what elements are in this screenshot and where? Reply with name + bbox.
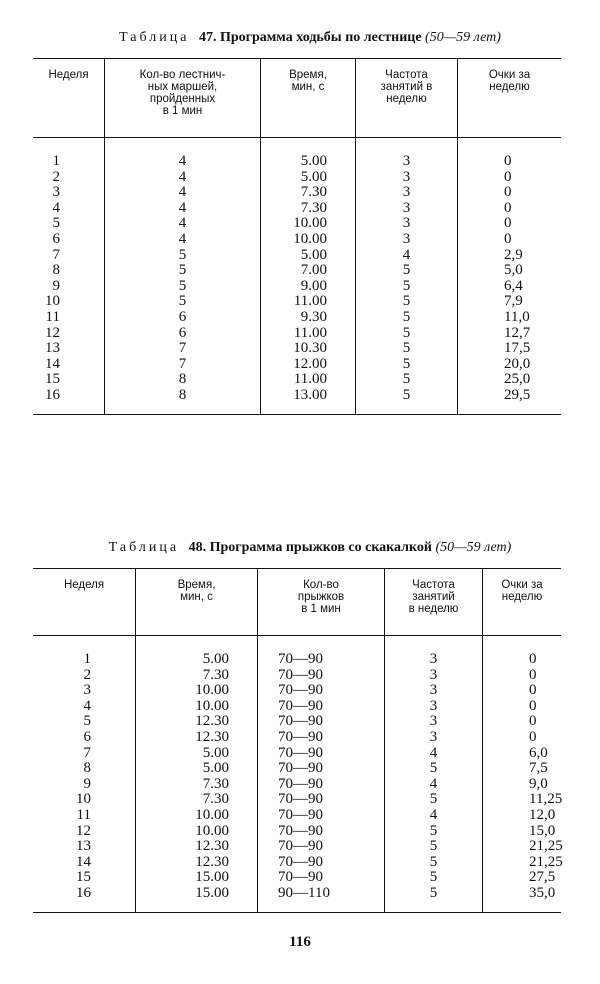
cell-frequency: 4: [429, 806, 438, 823]
cell-frequency: 5: [402, 277, 411, 294]
cell-week: 3: [83, 682, 91, 699]
cell-points: 7,5: [529, 760, 548, 777]
cell-time: 10.00: [195, 682, 229, 699]
cell-time: 9.00: [300, 277, 327, 294]
cell-frequency: 3: [429, 682, 438, 699]
cell-points: 15,0: [529, 822, 556, 839]
cell-points: 0: [529, 697, 537, 714]
table-label: Таблица: [108, 540, 180, 555]
cell-frequency: 5: [402, 371, 411, 388]
cell-time: 12.30: [195, 728, 229, 745]
cell-time: 13.00: [293, 386, 327, 403]
cell-time: 11.00: [293, 324, 327, 341]
cell-points: 5,0: [504, 262, 523, 279]
cell-time: 12.00: [293, 355, 327, 372]
table-header: [33, 59, 561, 138]
cell-jumps: 70—90: [278, 682, 323, 699]
cell-time: 12.30: [195, 838, 229, 855]
cell-week: 5: [52, 215, 60, 232]
cell-week: 4: [83, 697, 91, 714]
header-week: Неделя: [33, 569, 136, 635]
cell-week: 9: [83, 775, 91, 792]
cell-points: 21,25: [529, 853, 563, 870]
cell-jumps: 70—90: [278, 822, 323, 839]
cell-week: 14: [76, 853, 91, 870]
cell-week: 10: [76, 791, 91, 808]
cell-week: 12: [45, 324, 60, 341]
cell-frequency: 4: [402, 246, 411, 263]
column-frequency: [385, 636, 483, 912]
cell-points: 0: [504, 153, 512, 169]
cell-time: 5.00: [300, 246, 327, 263]
cell-flights: 5: [178, 277, 187, 294]
cell-points: 0: [504, 168, 512, 185]
cell-frequency: 3: [402, 215, 411, 232]
cell-jumps: 70—90: [278, 806, 323, 823]
header-points: Очки за неделю: [488, 69, 531, 93]
header-frequency: Частота занятий в неделю: [385, 569, 483, 635]
cell-flights: 5: [178, 293, 187, 310]
table-label: Таблица: [119, 30, 190, 45]
header-frequency: Частота занятий в неделю: [356, 59, 458, 137]
table-number: 48.: [188, 540, 207, 555]
column-week: [33, 138, 105, 414]
cell-week: 16: [45, 386, 60, 403]
cell-week: 15: [45, 371, 60, 388]
cell-week: 6: [52, 230, 60, 247]
column-time: [261, 138, 356, 414]
table-47-caption: [10, 30, 600, 46]
cell-week: 3: [52, 184, 60, 201]
table-body: [33, 138, 561, 414]
cell-week: 8: [83, 760, 91, 777]
cell-week: 16: [76, 884, 91, 901]
cell-frequency: 5: [429, 838, 438, 855]
cell-time: 7.30: [202, 666, 229, 683]
cell-time: 10.00: [293, 215, 327, 232]
cell-flights: 4: [178, 199, 187, 216]
table-47: [33, 58, 561, 415]
cell-time: 10.00: [293, 230, 327, 247]
cell-week: 7: [83, 744, 91, 761]
cell-time: 11.00: [293, 371, 327, 388]
cell-frequency: 5: [429, 869, 438, 886]
cell-week: 2: [83, 666, 91, 683]
column-week: [33, 636, 136, 912]
cell-time: 10.00: [195, 697, 229, 714]
page-number: 116: [289, 934, 311, 950]
cell-time: 7.30: [202, 775, 229, 792]
cell-jumps: 70—90: [278, 838, 323, 855]
cell-frequency: 5: [402, 386, 411, 403]
cell-flights: 8: [178, 386, 187, 403]
cell-points: 0: [504, 230, 512, 247]
cell-week: 11: [45, 308, 60, 325]
cell-jumps: 90—110: [278, 884, 330, 901]
cell-frequency: 5: [402, 355, 411, 372]
cell-points: 20,0: [504, 355, 531, 372]
cell-week: 12: [76, 822, 91, 839]
cell-frequency: 3: [402, 184, 411, 201]
cell-points: 11,25: [529, 791, 563, 808]
cell-time: 11.00: [293, 293, 327, 310]
cell-time: 5.00: [202, 744, 229, 761]
table-body: [33, 636, 561, 912]
cell-points: 0: [504, 215, 512, 232]
cell-points: 35,0: [529, 884, 556, 901]
cell-points: 0: [504, 184, 512, 201]
cell-frequency: 5: [429, 760, 438, 777]
column-jumps: [258, 636, 385, 912]
cell-time: 7.30: [300, 184, 327, 201]
table-48-caption: [10, 540, 600, 556]
cell-flights: 7: [178, 355, 187, 372]
cell-week: 6: [83, 728, 91, 745]
cell-jumps: 70—90: [278, 791, 323, 808]
cell-week: 7: [52, 246, 60, 263]
cell-frequency: 4: [429, 744, 438, 761]
cell-jumps: 70—90: [278, 853, 323, 870]
cell-flights: 4: [178, 168, 187, 185]
cell-week: 13: [76, 838, 91, 855]
cell-points: 11,0: [504, 308, 530, 325]
cell-points: 2,9: [504, 246, 523, 263]
cell-jumps: 70—90: [278, 651, 323, 667]
cell-jumps: 70—90: [278, 666, 323, 683]
table-age-range: (50—59 лет): [435, 540, 512, 555]
cell-frequency: 3: [429, 713, 438, 730]
cell-frequency: 5: [402, 340, 411, 357]
cell-jumps: 70—90: [278, 869, 323, 886]
table-title: Программа ходьбы по лестнице: [219, 30, 422, 45]
cell-time: 15.00: [195, 884, 229, 901]
cell-week: 9: [52, 277, 60, 294]
header-time: Время, мин, с: [261, 59, 356, 137]
cell-flights: 4: [178, 215, 187, 232]
cell-week: 1: [83, 651, 91, 667]
cell-points: 25,0: [504, 371, 531, 388]
cell-flights: 5: [178, 262, 187, 279]
table-age-range: (50—59 лет): [425, 30, 501, 45]
header-time: Время, мин, с: [136, 569, 258, 635]
table-number: 47.: [198, 30, 217, 45]
cell-jumps: 70—90: [278, 744, 323, 761]
cell-frequency: 5: [429, 822, 438, 839]
cell-points: 0: [529, 713, 537, 730]
cell-points: 6,0: [529, 744, 548, 761]
cell-jumps: 70—90: [278, 775, 323, 792]
cell-flights: 5: [178, 246, 187, 263]
cell-time: 5.00: [202, 651, 229, 667]
cell-flights: 7: [178, 340, 187, 357]
table-48: [33, 568, 561, 913]
cell-week: 11: [76, 806, 91, 823]
cell-week: 13: [45, 340, 60, 357]
cell-frequency: 4: [429, 775, 438, 792]
cell-frequency: 5: [429, 884, 438, 901]
header-jumps: Кол-во прыжков в 1 мин: [258, 569, 385, 635]
cell-week: 10: [45, 293, 60, 310]
cell-frequency: 3: [429, 728, 438, 745]
cell-points: 0: [529, 728, 537, 745]
cell-week: 4: [52, 199, 60, 216]
column-points: [458, 138, 561, 414]
cell-time: 12.30: [195, 713, 229, 730]
cell-flights: 8: [178, 371, 187, 388]
cell-frequency: 3: [429, 666, 438, 683]
cell-time: 10.30: [293, 340, 327, 357]
cell-frequency: 5: [402, 308, 411, 325]
cell-time: 10.00: [195, 806, 229, 823]
cell-jumps: 70—90: [278, 760, 323, 777]
cell-flights: 4: [178, 153, 187, 169]
cell-frequency: 5: [402, 262, 411, 279]
cell-frequency: 3: [402, 168, 411, 185]
cell-frequency: 5: [402, 324, 411, 341]
column-flights: [105, 138, 261, 414]
cell-week: 2: [52, 168, 60, 185]
cell-time: 7.00: [300, 262, 327, 279]
cell-flights: 6: [178, 308, 187, 325]
cell-frequency: 3: [429, 651, 438, 667]
column-points: [483, 636, 561, 912]
cell-flights: 4: [178, 184, 187, 201]
cell-frequency: 3: [402, 230, 411, 247]
column-frequency: [356, 138, 458, 414]
cell-points: 0: [529, 682, 537, 699]
cell-points: 27,5: [529, 869, 556, 886]
cell-jumps: 70—90: [278, 697, 323, 714]
cell-points: 7,9: [504, 293, 523, 310]
cell-time: 7.30: [300, 199, 327, 216]
cell-time: 5.00: [300, 168, 327, 185]
cell-points: 21,25: [529, 838, 563, 855]
cell-time: 5.00: [202, 760, 229, 777]
cell-time: 12.30: [195, 853, 229, 870]
cell-points: 9,0: [529, 775, 548, 792]
cell-jumps: 70—90: [278, 713, 323, 730]
cell-points: 6,4: [504, 277, 523, 294]
table-header: [33, 569, 561, 636]
table-title: Программа прыжков со скакалкой: [209, 540, 432, 555]
cell-week: 8: [52, 262, 60, 279]
cell-jumps: 70—90: [278, 728, 323, 745]
header-week: Неделя: [33, 59, 105, 137]
cell-frequency: 5: [429, 853, 438, 870]
cell-time: 15.00: [195, 869, 229, 886]
column-time: [136, 636, 258, 912]
cell-week: 14: [45, 355, 60, 372]
cell-flights: 6: [178, 324, 187, 341]
cell-points: 12,0: [529, 806, 556, 823]
cell-week: 15: [76, 869, 91, 886]
header-points: Очки за неделю: [501, 579, 543, 603]
cell-frequency: 3: [429, 697, 438, 714]
cell-flights: 4: [178, 230, 187, 247]
cell-points: 17,5: [504, 340, 531, 357]
cell-points: 0: [529, 666, 537, 683]
cell-time: 9.30: [300, 308, 327, 325]
cell-frequency: 5: [429, 791, 438, 808]
cell-frequency: 3: [402, 153, 411, 169]
cell-points: 0: [529, 651, 537, 667]
cell-points: 29,5: [504, 386, 531, 403]
header-flights: Кол-во лестнич- ных маршей, пройденных в 1 мин: [105, 59, 261, 137]
cell-time: 5.00: [300, 153, 327, 169]
cell-time: 10.00: [195, 822, 229, 839]
cell-time: 7.30: [202, 791, 229, 808]
cell-points: 0: [504, 199, 512, 216]
cell-points: 12,7: [504, 324, 531, 341]
cell-week: 5: [83, 713, 91, 730]
cell-frequency: 5: [402, 293, 411, 310]
cell-frequency: 3: [402, 199, 411, 216]
cell-week: 1: [52, 153, 60, 169]
